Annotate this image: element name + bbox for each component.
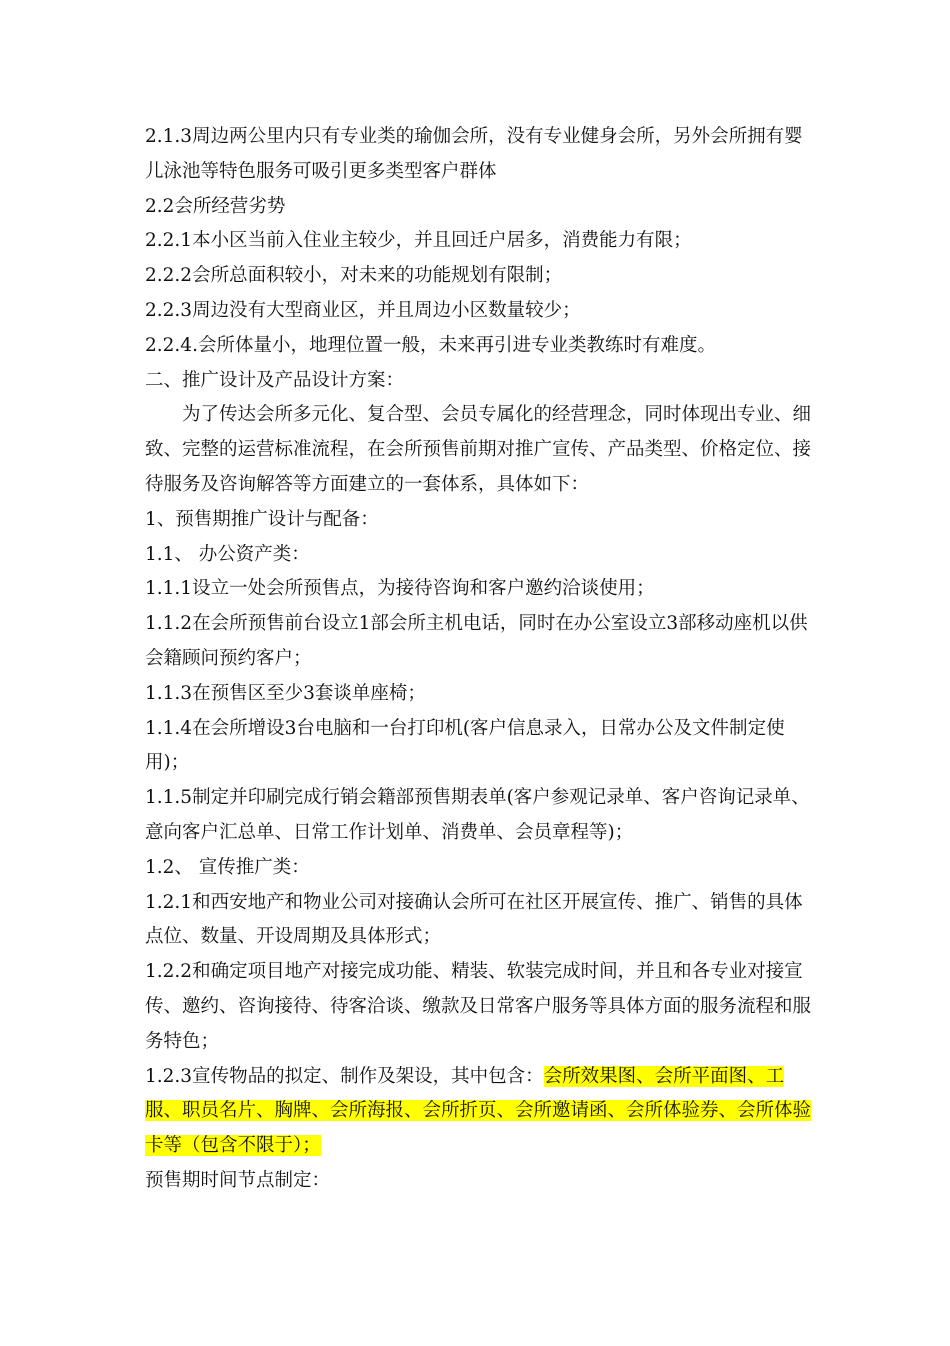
paragraph: 2.2.4.会所体量小，地理位置一般，未来再引进专业类教练时有难度。 — [145, 334, 716, 356]
paragraph: 1.1.1设立一处会所预售点，为接待咨询和客户邀约洽谈使用； — [145, 578, 655, 600]
paragraph-with-highlight — [145, 1060, 815, 1164]
paragraph: 1.2.1和西安地产和物业公司对接确认会所可在社区开展宣传、推广、销售的具体点位、数量、开设周期及具体形式； — [145, 891, 803, 948]
paragraph: 2.2.2会所总面积较小，对未来的功能规划有限制； — [145, 265, 563, 287]
paragraph: 预售期时间节点制定： — [145, 1169, 331, 1191]
section-heading: 1、预售期推广设计与配备： — [145, 508, 379, 530]
section-heading: 二、推广设计及产品设计方案： — [145, 369, 405, 391]
paragraph: 2.2.1本小区当前入住业主较少，并且回迁户居多，消费能力有限； — [145, 230, 692, 252]
paragraph: 1.2.2和确定项目地产对接完成功能、精装、软装完成时间，并且和各专业对接宣传、邀约、咨询接待、待客洽谈、缴款及日常客户服务等具体方面的服务流程和服务特色； — [145, 961, 812, 1052]
section-heading: 2.2会所经营劣势 — [145, 195, 286, 217]
highlighted-text: 会所效果图、会所平面图、工服、职员名片、胸牌、会所海报、会所折页、会所邀请函、会所体验券、会所体验卡等（包含不限于）； — [145, 1065, 812, 1157]
paragraph: 1.1.3在预售区至少3套谈单座椅； — [145, 682, 426, 704]
paragraph: 2.1.3周边两公里内只有专业类的瑜伽会所，没有专业健身会所，另外会所拥有婴儿泳池等特色服务可吸引更多类型客户群体 — [145, 126, 803, 182]
paragraph-prefix: 1.2.3宣传物品的拟定、制作及架设，其中包含： — [145, 1065, 544, 1087]
subsection-heading: 1.1、 办公资产类： — [145, 543, 310, 565]
document-body — [145, 120, 815, 1199]
paragraph: 1.1.2在会所预售前台设立1部会所主机电话，同时在办公室设立3部移动座机以供会籍顾问预约客户； — [145, 613, 808, 669]
intro-paragraph: 为了传达会所多元化、复合型、会员专属化的经营理念，同时体现出专业、细致、完整的运营标准流程，在会所预售前期对推广宣传、产品类型、价格定位、接待服务及咨询解答等方面建立的一套体系，具体如下： — [145, 404, 812, 495]
paragraph: 1.1.4在会所增设3台电脑和一台打印机(客户信息录入，日常办公及文件制定使用)； — [145, 717, 785, 774]
paragraph: 2.2.3周边没有大型商业区，并且周边小区数量较少； — [145, 299, 581, 321]
subsection-heading: 1.2、 宣传推广类： — [145, 856, 310, 878]
paragraph: 1.1.5制定并印刷完成行销会籍部预售期表单(客户参观记录单、客户咨询记录单、意向客户汇总单、日常工作计划单、消费单、会员章程等)； — [145, 787, 810, 843]
